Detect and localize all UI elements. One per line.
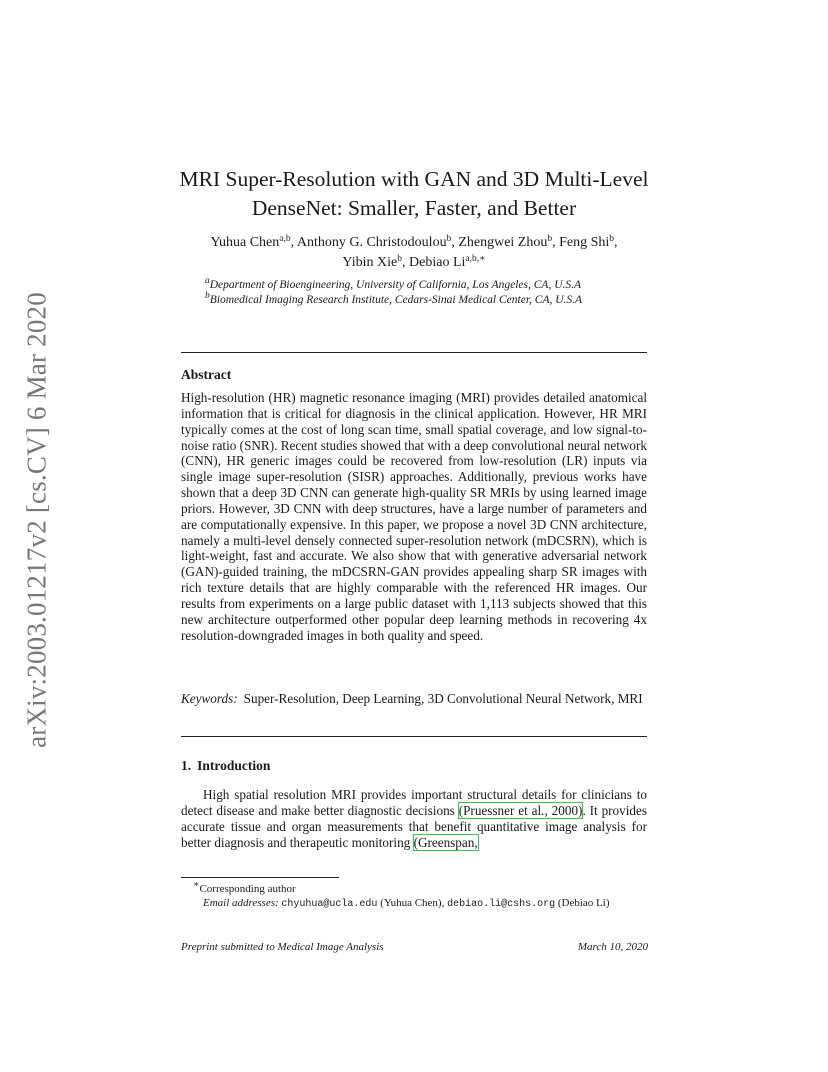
keywords-label: Keywords: — [181, 691, 238, 706]
paper-title — [150, 165, 678, 223]
affiliation-mark: b — [205, 290, 210, 301]
affiliation-mark: a — [205, 276, 210, 286]
author-affiliation-mark: a,b,∗ — [465, 254, 486, 264]
section-number: 1. — [181, 758, 192, 773]
footnote-corresponding — [193, 882, 610, 896]
affiliation-text: Biomedical Imaging Research Institute, Cedars-Sinai Medical Center, CA, U.S.A — [209, 293, 583, 306]
abstract-top-rule — [181, 352, 647, 353]
title-line-1: MRI Super-Resolution with GAN and 3D Multi-Level — [179, 167, 649, 191]
intro-text: . It provides accurate tissue and organ measurements that benefit quantitative image analysis for better diagnosis and therapeutic monitoring — [181, 803, 647, 850]
author-affiliation-mark: b — [609, 234, 615, 244]
email-address[interactable]: chyuhua@ucla.edu — [281, 899, 378, 910]
author-affiliation-mark: b — [397, 254, 403, 264]
author-name: Anthony G. Christodoulou — [296, 235, 447, 250]
footnote-emails — [193, 896, 610, 912]
author-separator: , — [451, 235, 459, 250]
abstract-heading: Abstract — [181, 367, 232, 382]
authors-line-2 — [150, 253, 678, 273]
email-label: Email addresses: — [203, 897, 279, 909]
title-line-2: DenseNet: Smaller, Faster, and Better — [251, 196, 577, 220]
preprint-note: Preprint submitted to Medical Image Analysis — [181, 941, 384, 953]
preprint-date: March 10, 2020 — [577, 941, 648, 953]
author-separator: , — [552, 235, 560, 250]
footnote-rule — [181, 877, 339, 878]
author-list — [150, 233, 678, 273]
abstract-bottom-rule — [181, 736, 647, 737]
author-name: Debiao Li — [409, 255, 466, 270]
affiliation-item — [205, 290, 583, 308]
author-name: Feng Shi — [559, 235, 610, 250]
section-title: Introduction — [197, 758, 271, 773]
email-address[interactable]: debiao.li@cshs.org — [447, 899, 556, 910]
footnote-mark: ∗ — [193, 880, 200, 890]
keywords — [181, 691, 647, 707]
author-separator: , — [402, 255, 410, 270]
author-affiliation-mark: a,b — [279, 234, 291, 244]
author-name: Zhengwei Zhou — [458, 235, 548, 250]
author-affiliation-mark: b — [446, 234, 452, 244]
author-affiliation-mark: b — [547, 234, 553, 244]
authors-line-1 — [150, 233, 678, 253]
author-separator: , — [290, 235, 297, 250]
arxiv-identifier-stamp: arXiv:2003.01217v2 [cs.CV] 6 Mar 2020 — [21, 292, 52, 748]
email-owner: (Debiao Li) — [555, 897, 610, 909]
footnote — [193, 882, 610, 912]
section-heading — [181, 758, 270, 774]
affiliation-item — [205, 278, 582, 293]
affiliation-list — [205, 278, 582, 307]
corresponding-author-label: Corresponding author — [199, 883, 296, 895]
citation-link[interactable]: (Pruessner et al., 2000) — [458, 803, 583, 818]
abstract-text: High-resolution (HR) magnetic resonance imaging (MRI) provides detailed anatomical information that is critical for diagnosis in the clinical application. However, HR MRI typically comes at the cost of long scan time, small spatial coverage, and low signal-to-noise ratio (SNR). Recent studies showed that with a deep convolutional neural network (CNN), HR generic images could be recovered from low-resolution (LR) inputs via single image super-resolution (SISR) approaches. Additionally, previous works have shown that a deep 3D CNN can generate high-quality SR MRIs by using learned image priors. However, 3D CNN with deep structures, have a large number of parameters and are computationally expensive. In this paper, we propose a novel 3D CNN architecture, namely a multi-level densely connected super-resolution network (mDCSRN), which is light-weight, fast and accurate. We also show that with generative adversarial network (GAN)-guided training, the mDCSRN-GAN provides appealing sharp SR images with rich texture details that are highly comparable with the referenced HR images. Our results from experiments on a large public dataset with 1,113 subjects showed that this new architecture outperformed other popular deep learning methods in recovering 4x resolution-downgraded images in both quality and speed. — [181, 390, 647, 643]
author-name: Yibin Xie — [342, 255, 398, 270]
email-owner: (Yuhua Chen), — [377, 897, 448, 909]
author-name: Yuhua Chen — [210, 235, 280, 250]
author-separator: , — [614, 235, 618, 250]
intro-text: High spatial resolution MRI provides important structural details for clinicians to detect disease and make better diagnostic decisions — [181, 787, 647, 818]
intro-paragraph — [181, 787, 647, 851]
keywords-text: Super-Resolution, Deep Learning, 3D Convolutional Neural Network, MRI — [243, 691, 643, 706]
affiliation-text: Department of Bioengineering, University of California, Los Angeles, CA, U.S.A — [209, 279, 582, 291]
citation-link[interactable]: (Greenspan, — [413, 835, 478, 850]
